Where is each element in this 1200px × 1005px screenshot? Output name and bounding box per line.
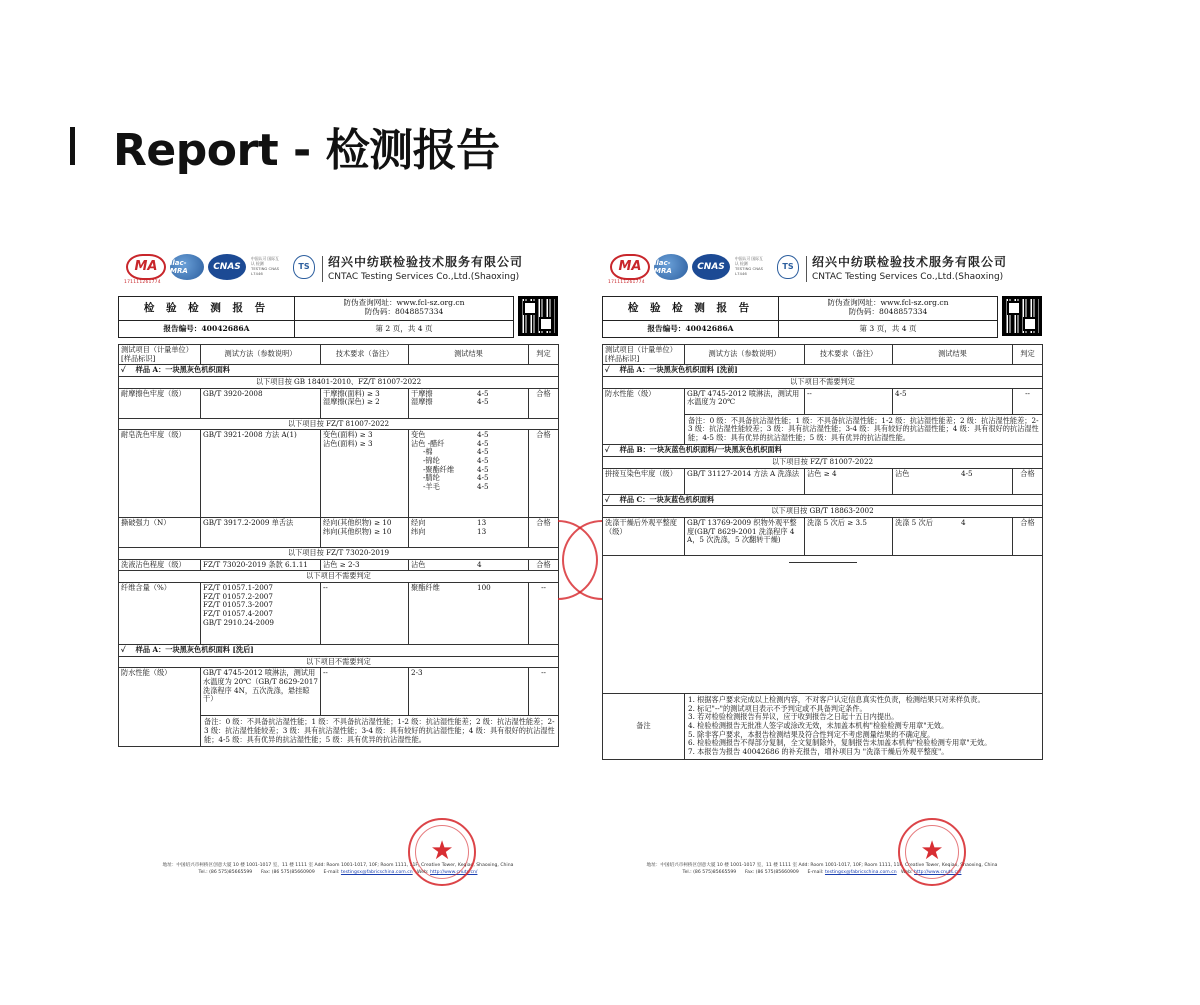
report-page-2 <box>118 250 558 890</box>
col-header-judge: 判定 <box>1013 345 1043 365</box>
result-key: -聚酯纤维 <box>423 464 455 474</box>
report-title: 检 验 检 测 报 告 <box>603 297 779 321</box>
result-value: 4-5 <box>477 388 489 398</box>
result-key: 经向 <box>411 518 426 528</box>
req-line: 经向(其他织物) ≥ 10 <box>323 518 392 528</box>
letterhead <box>118 250 558 290</box>
result-value: 4-5 <box>477 464 489 474</box>
remark-cell: 备注：0 级：不具备抗沾湿性能；1 级：不具备抗沾湿性能；1-2 级：抗沾湿性能差；2 级：抗沾湿性能差；2-3 级：抗沾湿性能较差；3 级：具有抗沾湿性能；3-4 级：具有较好的抗沾湿性能；4 级：具有很好的抗沾湿性能；4-5 级：具有优异的抗沾湿性能；5 级：具有优异的抗沾湿性能。 <box>685 414 1043 445</box>
footer-fax: Fax: (86 575)85660909 <box>744 870 799 876</box>
requirement-cell: 洗涤 5 次后 ≥ 3.5 <box>805 518 893 556</box>
table-row <box>119 583 559 645</box>
footer-contacts <box>118 869 558 876</box>
standard-note: 以下项目按 GB/T 18863-2002 <box>603 506 1043 518</box>
table-row <box>119 430 559 518</box>
divider <box>322 256 323 282</box>
req-line: 变色(面料) ≥ 3 <box>323 430 373 440</box>
results-table <box>118 344 559 747</box>
footer-fax: Fax: (86 575)85660909 <box>260 870 315 876</box>
result-key: 干摩擦 <box>411 388 433 398</box>
footer-email-link[interactable]: testingsx@fabricschina.com.cn <box>824 870 897 876</box>
cma-logo: MA <box>126 254 166 280</box>
judge-cell: 合格 <box>529 388 559 418</box>
result-key: 聚酯纤维 <box>411 583 440 593</box>
result-value: 4-5 <box>477 430 489 440</box>
result-value: 13 <box>477 526 487 536</box>
footer-contacts <box>602 869 1042 876</box>
result-key: -羊毛 <box>423 482 440 492</box>
company-name-cn: 绍兴中纺联检验技术服务有限公司 <box>812 255 1008 269</box>
result-value: 4-5 <box>477 447 489 457</box>
report-page-3 <box>602 250 1042 890</box>
method-cell: GB/T 13769-2009 织物外观平整度(GB/T 8629-2001 洗涤程序 4A，5 次洗涤，5 次翻转干燥) <box>685 518 805 556</box>
divider <box>806 256 807 282</box>
result-key: 沾色 <box>411 559 426 569</box>
standard-note: 以下项目按 FZ/T 81007-2022 <box>603 457 1043 469</box>
result-cell <box>893 468 1013 494</box>
footer-web-link[interactable]: http://www.cnuts.cn/ <box>430 870 478 876</box>
sample-title: 样品 A：一块黑灰色机织面料 [洗后] <box>135 645 254 655</box>
judge-cell: -- <box>529 668 559 716</box>
result-value: 4-5 <box>961 468 973 478</box>
method-cell: GB/T 3917.2-2009 单舌法 <box>201 518 321 548</box>
check-icon: ✓ <box>121 645 126 655</box>
company-name <box>328 256 523 282</box>
method-line: FZ/T 01057.1-2007 <box>203 583 273 593</box>
method-line: FZ/T 01057.4-2007 <box>203 609 273 619</box>
result-value: 4 <box>961 518 966 528</box>
cnas-logo: CNAS <box>692 254 730 280</box>
seal-star-icon: ★ <box>920 836 944 866</box>
check-icon: ✓ <box>605 365 610 375</box>
requirement-cell: -- <box>805 388 893 414</box>
requirement-cell: -- <box>321 583 409 645</box>
verify-info <box>779 297 997 321</box>
remark-item: 4. 检验检测报告无批准人签字或涂改无效，未加盖本机构"检验检测专用章"无效。 <box>688 720 949 730</box>
footer-address: 地址：中国绍兴市柯桥区创意大厦 10 楼 1001-1017 室，11 楼 1111 室 Add: Room 1001-1017, 10F; Room 1111, 11F, Creative Tower, Keqiao, Shaoxing, China <box>646 863 998 868</box>
result-cell: 2-3 <box>409 668 529 716</box>
verify-url: 防伪查询网址：www.fcl-sz.org.cn <box>343 298 465 307</box>
standard-row <box>119 656 559 668</box>
method-line: FZ/T 01057.3-2007 <box>203 600 273 610</box>
req-line: 干摩擦(面料) ≥ 3 <box>323 388 380 398</box>
col-header-item: 测试项目（计量单位）[样品标识] <box>119 345 201 365</box>
cma-number: 171111261774 <box>124 280 161 285</box>
item-cell: 洗涤干燥后外观平整度（级） <box>603 518 685 556</box>
table-row <box>119 668 559 716</box>
result-key: 洗涤 5 次后 <box>895 518 933 528</box>
cnas-logo: CNAS <box>208 254 246 280</box>
item-cell: 耐皂洗色牢度（级） <box>119 430 201 518</box>
official-seal <box>408 818 476 886</box>
item-cell: 洗液沾色程度（级） <box>119 559 201 571</box>
remark-item: 7. 本报告为报告 40042686 的补充报告，增补项目为 "洗涤干燥后外观平整度"。 <box>688 746 949 756</box>
req-line: 湿摩擦(深色) ≥ 2 <box>323 397 380 407</box>
standard-note: 以下项目不需要判定 <box>603 376 1043 388</box>
standard-note: 以下项目按 GB 18401-2010、FZ/T 81007-2022 <box>119 376 559 388</box>
method-cell: FZ/T 73020-2019 条款 6.1.11 <box>201 559 321 571</box>
standard-row <box>119 548 559 560</box>
table-row <box>603 518 1043 556</box>
sample-row <box>603 494 1043 506</box>
req-line: 沾色(面料) ≥ 3 <box>323 438 373 448</box>
sample-title: 样品 B：一块灰蓝色机织面料/一块黑灰色机织面料 <box>619 445 782 455</box>
result-key: 沾色 -醋纤 <box>411 438 445 448</box>
page-info: 第 2 页，共 4 页 <box>375 323 433 333</box>
requirement-cell <box>321 430 409 518</box>
section-heading <box>70 120 500 176</box>
requirement-cell: 沾色 ≥ 2-3 <box>321 559 409 571</box>
method-cell: GB/T 3921-2008 方法 A(1) <box>201 430 321 518</box>
report-number: 报告编号：40042686A <box>603 321 779 337</box>
ilac-mra-logo: ilac-MRA <box>170 254 204 280</box>
result-cell <box>409 430 529 518</box>
col-header-requirement: 技术要求（备注） <box>321 345 409 365</box>
result-value: 4-5 <box>477 456 489 466</box>
footer-web-link[interactable]: http://www.cnuts.cn/ <box>914 870 962 876</box>
requirement-cell <box>321 388 409 418</box>
footer-email-label: E-mail: <box>807 870 824 876</box>
footer-address: 地址：中国绍兴市柯桥区创意大厦 10 楼 1001-1017 室，11 楼 1111 室 Add: Room 1001-1017, 10F; Room 1111, 11F, Creative Tower, Keqiao, Shaoxing, China <box>162 863 514 868</box>
judge-cell: -- <box>529 583 559 645</box>
col-header-item: 测试项目（计量单位）[样品标识] <box>603 345 685 365</box>
judge-cell: 合格 <box>1013 468 1043 494</box>
end-line <box>789 562 857 563</box>
result-key: 湿摩擦 <box>411 397 433 407</box>
result-value: 4-5 <box>477 438 489 448</box>
standard-row <box>603 376 1043 388</box>
result-cell: 4-5 <box>893 388 1013 414</box>
item-cell: 耐摩擦色牢度（级） <box>119 388 201 418</box>
judge-cell: 合格 <box>1013 518 1043 556</box>
requirement-cell: -- <box>321 668 409 716</box>
result-cell <box>409 583 529 645</box>
judge-cell: 合格 <box>529 518 559 548</box>
report-header-box <box>602 296 998 338</box>
req-line: 纬向(其他织物) ≥ 10 <box>323 526 392 536</box>
cnas-caption: 中国认可 国际互认 检测 TESTING CNAS L7446 <box>735 256 764 276</box>
cert-logos <box>126 254 281 280</box>
footer-tel: Tel.: (86 575)85665599 <box>198 870 253 876</box>
col-header-requirement: 技术要求（备注） <box>805 345 893 365</box>
page-footer <box>118 862 558 877</box>
requirement-cell <box>321 518 409 548</box>
item-cell: 防水性能（级） <box>119 668 201 747</box>
method-cell <box>201 583 321 645</box>
sample-row <box>603 445 1043 457</box>
col-header-result: 测试结果 <box>893 345 1013 365</box>
result-cell <box>409 388 529 418</box>
standard-row <box>119 376 559 388</box>
sample-title: 样品 A：一块黑灰色机织面料 [洗前] <box>619 365 738 375</box>
col-header-method: 测试方法（参数说明） <box>201 345 321 365</box>
result-value: 13 <box>477 518 487 528</box>
result-cell <box>409 518 529 548</box>
method-cell: GB/T 4745-2012 喷淋法，测试用水温度为 20℃（GB/T 8629-2017 洗涤程序 4N，五次洗涤，悬挂晾干） <box>201 668 321 716</box>
method-cell: GB/T 3920-2008 <box>201 388 321 418</box>
remark-cell: 备注：0 级：不具备抗沾湿性能；1 级：不具备抗沾湿性能；1-2 级：抗沾湿性能差；2 级：抗沾湿性能差；2-3 级：抗沾湿性能较差；3 级：具有抗沾湿性能；3-4 级：具有较好的抗沾湿性能；4 级：具有很好的抗沾湿性能；4-5 级：具有优异的抗沾湿性能；5 级：具有优异的抗沾湿性能。 <box>201 716 559 747</box>
standard-note: 以下项目按 FZ/T 81007-2022 <box>119 418 559 430</box>
footer-web-label: Web: <box>417 870 429 876</box>
remark-item: 3. 若对检验检测报告有异议，应于收到报告之日起十五日内提出。 <box>688 712 899 722</box>
standard-note: 以下项目按 FZ/T 73020-2019 <box>119 548 559 560</box>
report-number: 报告编号：40042686A <box>119 321 295 337</box>
result-value: 4 <box>477 559 482 569</box>
remarks-label: 备注 <box>603 694 685 759</box>
remark-item: 5. 除非客户要求，本报告检测结果及符合性判定不考虑测量结果的不确定度。 <box>688 729 935 739</box>
result-value: 4-5 <box>477 397 489 407</box>
judge-cell: 合格 <box>529 559 559 571</box>
table-header-row <box>119 345 559 365</box>
result-cell <box>409 559 529 571</box>
ts-logo: TS <box>293 255 315 279</box>
blank-area-row <box>603 556 1043 694</box>
sample-title: 样品 A：一块黑灰色机织面料 <box>135 365 230 375</box>
result-value: 100 <box>477 583 491 593</box>
requirement-cell: 沾色 ≥ 4 <box>805 468 893 494</box>
col-header-judge: 判定 <box>529 345 559 365</box>
table-header-row <box>603 345 1043 365</box>
table-row <box>603 468 1043 494</box>
heading-accent-bar <box>70 127 75 165</box>
qr-code <box>518 296 558 336</box>
verify-info <box>295 297 513 321</box>
check-icon: ✓ <box>605 445 610 455</box>
sample-title: 样品 C：一块灰蓝色机织面料 <box>619 494 715 504</box>
sample-row <box>603 365 1043 377</box>
table-row <box>119 518 559 548</box>
verify-code: 防伪码：8048857334 <box>848 306 928 316</box>
result-cell <box>893 518 1013 556</box>
col-header-method: 测试方法（参数说明） <box>685 345 805 365</box>
ts-logo: TS <box>777 255 799 279</box>
table-row <box>119 388 559 418</box>
remark-item: 1. 根据客户要求完成以上检测内容，不对客户认定信息真实性负责，检测结果只对来样负责。 <box>688 695 985 705</box>
cert-logos <box>610 254 765 280</box>
footer-web-label: Web: <box>901 870 913 876</box>
result-key: -棉 <box>423 447 433 457</box>
seal-star-icon: ★ <box>430 836 454 866</box>
result-value: 4-5 <box>477 482 489 492</box>
footer-tel: Tel.: (86 575)85665599 <box>682 870 737 876</box>
result-key: -腈纶 <box>423 473 440 483</box>
results-table <box>602 344 1043 760</box>
page-footer <box>602 862 1042 877</box>
remarks-row <box>603 694 1043 759</box>
item-cell: 防水性能（级） <box>603 388 685 445</box>
company-name-en: CNTAC Testing Services Co.,Ltd.(Shaoxing) <box>812 271 1004 282</box>
remark-item: 6. 检验检测报告不得部分复制，全文复制除外，复制报告未加盖本机构"检验检测专用章"无效。 <box>688 738 992 748</box>
judge-cell: -- <box>1013 388 1043 414</box>
cnas-caption: 中国认可 国际互认 检测 TESTING CNAS L7446 <box>251 256 280 276</box>
standard-note: 以下项目不需要判定 <box>119 656 559 668</box>
qr-code <box>1002 296 1042 336</box>
method-line: GB/T 2910.24-2009 <box>203 617 274 627</box>
company-name-cn: 绍兴中纺联检验技术服务有限公司 <box>328 255 524 269</box>
judge-cell: 合格 <box>529 430 559 518</box>
sample-row <box>119 645 559 657</box>
letterhead <box>602 250 1042 290</box>
method-line: FZ/T 01057.2-2007 <box>203 591 273 601</box>
verify-url: 防伪查询网址：www.fcl-sz.org.cn <box>827 298 949 307</box>
sample-row <box>119 365 559 377</box>
method-cell: GB/T 4745-2012 喷淋法，测试用水温度为 20℃ <box>685 388 805 414</box>
result-key: 沾色 <box>895 468 910 478</box>
standard-row <box>119 571 559 583</box>
report-header-box <box>118 296 514 338</box>
table-row <box>119 559 559 571</box>
item-cell: 纤维含量（%） <box>119 583 201 645</box>
standard-row <box>603 506 1043 518</box>
result-key: 变色 <box>411 430 426 440</box>
standard-row <box>119 418 559 430</box>
company-name-en: CNTAC Testing Services Co.,Ltd.(Shaoxing) <box>328 271 520 282</box>
footer-email-label: E-mail: <box>323 870 340 876</box>
ilac-mra-logo: ilac-MRA <box>654 254 688 280</box>
report-title: 检 验 检 测 报 告 <box>119 297 295 321</box>
company-name <box>812 256 1007 282</box>
official-seal <box>898 818 966 886</box>
result-key: -锦纶 <box>423 456 440 466</box>
method-cell: GB/T 31127-2014 方法 A 洗涤法 <box>685 468 805 494</box>
cma-number: 171111261774 <box>608 280 645 285</box>
item-cell: 撕破强力（N） <box>119 518 201 548</box>
table-row <box>603 388 1043 414</box>
col-header-result: 测试结果 <box>409 345 529 365</box>
page-info: 第 3 页，共 4 页 <box>859 323 917 333</box>
verify-code: 防伪码：8048857334 <box>364 306 444 316</box>
page-title: Report - 检测报告 <box>113 125 500 176</box>
check-icon: ✓ <box>121 365 126 375</box>
standard-note: 以下项目不需要判定 <box>119 571 559 583</box>
cma-logo: MA <box>610 254 650 280</box>
footer-email-link[interactable]: testingsx@fabricschina.com.cn <box>340 870 413 876</box>
remarks-list <box>685 694 1043 759</box>
check-icon: ✓ <box>605 494 610 504</box>
standard-row <box>603 457 1043 469</box>
result-value: 4-5 <box>477 473 489 483</box>
remark-item: 2. 标记"--"的测试项目表示不予判定或不具备判定条件。 <box>688 703 867 713</box>
result-key: 纬向 <box>411 526 426 536</box>
item-cell: 拼接互染色牢度（级） <box>603 468 685 494</box>
